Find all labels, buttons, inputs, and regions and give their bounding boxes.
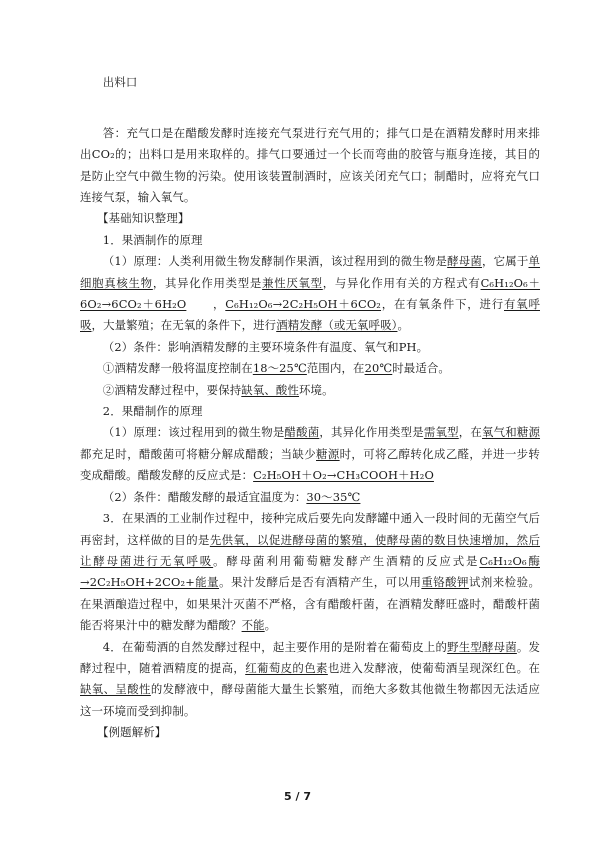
- s1-title-text: 1．果酒制作的原理: [102, 232, 203, 247]
- answer-blank: 30～35℃: [306, 489, 361, 504]
- text-run: 范围内，在: [306, 361, 365, 376]
- spacer: [80, 93, 540, 114]
- text-run: 。果汁发酵后是否有酒精产生，可以用: [219, 575, 422, 590]
- text-run: 都充足时，醋酸菌可将糖分解成醋酸；当缺少: [80, 446, 317, 461]
- text-run: ，在: [458, 425, 482, 440]
- example-title-text: 【例题解析】: [97, 725, 167, 740]
- text-run: ，大量繁殖；在无氧的条件下，进行: [91, 318, 277, 333]
- text-run: 。: [264, 618, 277, 633]
- s2-title: [80, 401, 540, 422]
- answer-blank: 不能: [241, 618, 265, 633]
- text-run: （2）条件：影响酒精发酵的主要环境条件有温度、氧气和PH。: [102, 339, 429, 354]
- text-run: ，在有氧条件下，进行: [381, 297, 504, 312]
- answer-blank: 有氧呼吸: [80, 297, 540, 333]
- answer-blank: 糖源: [316, 446, 340, 461]
- text-run: ，其异化作用类型是: [152, 275, 263, 290]
- answer-blank: 红葡萄皮的色素: [245, 660, 328, 675]
- s1-environment: [80, 380, 540, 401]
- page-number: [0, 790, 595, 803]
- answer-blank: 野生型酵母菌: [447, 639, 517, 654]
- text-run: 4．在葡萄酒的自然发酵过程中，起主要作用的是附着在葡萄皮上的: [102, 639, 448, 654]
- text-run: （1）原理：该过程用到的微生物是: [102, 425, 285, 440]
- text-run: 。发酵过程中，随着酒精度的提高，: [80, 639, 541, 675]
- answer-blank: 20℃: [364, 361, 393, 376]
- answer-blank: 单细胞真核生物: [80, 254, 541, 290]
- text-run: ②酒精发酵过程中，要保持: [102, 382, 242, 397]
- answer-blank: 重铬酸钾: [421, 575, 469, 590]
- s1-title: [80, 230, 540, 251]
- text-run: ①酒精发酵一般将温度控制在: [102, 361, 253, 376]
- answer-blank: 缺氧、呈酸性: [80, 682, 151, 697]
- section-title-text: 【基础知识整理】: [97, 211, 190, 226]
- answer-blank: 兼性厌氧型: [262, 275, 323, 290]
- outlet-label-text: 出料口: [102, 75, 138, 89]
- spacer: [80, 115, 540, 123]
- example-title: [80, 722, 540, 743]
- answer-blank: 需氧型: [423, 425, 459, 440]
- answer-blank: C₆H₁₂O₆酶→2C₂H₅OH+2CO₂+能量: [80, 553, 540, 590]
- answer-blank: 醋酸菌: [284, 425, 320, 440]
- text-run: ，与异化作用有关的方程式有: [322, 275, 481, 290]
- page-number-text: 5 / 7: [284, 790, 311, 803]
- answer-blank: 缺氧、酸性: [241, 382, 300, 397]
- text-run: （2）条件：醋酸发酵的最适宜温度为：: [102, 489, 307, 504]
- text-run: 时，可将乙醇转化成乙醛，并进一步转变成醋酸。醋酸发酵的反应式是：: [80, 446, 540, 483]
- text-run: 试剂来检验。在果酒酿造过程中，如果果汁灭菌不严格，含有醋酸杆菌，在酒精发酵旺盛时，醋酸杆菌能否将果汁中的糖发酵为醋酸？: [80, 575, 541, 633]
- answer-blank: 18～25℃: [252, 361, 307, 376]
- answer-blank: C₆H₁₂O₆→2C₂H₅OH＋6CO₂: [225, 297, 382, 312]
- text-run: 。: [397, 318, 409, 333]
- text-run: 环境。: [299, 382, 334, 397]
- s3-paragraph: [80, 508, 540, 636]
- answer-blank: 氧气和糖源: [482, 425, 541, 440]
- answer-blank: 酒精发酵（或无氧呼吸）: [276, 318, 398, 333]
- answer-text: 充气口是在醋酸发酵时连接充气泵进行充气用的；排气口是在酒精发酵时用来排出CO₂的；出料口是用来取样的。排气口要通过一个长而弯曲的胶管与瓶身连接，其目的是防止空气中微生物的污染。使用该装置制酒时，应该关闭充气口；制醋时，应将充气口连接气泵，输入氧气。: [80, 125, 540, 205]
- answer-blank: C₆H₁₂O₆＋6O₂→6CO₂＋6H₂O: [80, 275, 541, 312]
- s2-conditions: [80, 487, 540, 508]
- section-title: [80, 208, 540, 229]
- page-content: [80, 72, 540, 744]
- text-run: （1）原理：人类利用微生物发酵制作果酒，该过程用到的微生物是: [102, 254, 448, 269]
- text-run: ，: [212, 297, 226, 312]
- s1-principle: [80, 251, 540, 337]
- text-run: ，其异化作用类型是: [319, 425, 424, 440]
- text-run: 。酵母菌利用葡萄糖发酵产生酒精的反应式是: [213, 553, 480, 568]
- s4-paragraph: [80, 637, 540, 723]
- text-run: 的发酵液中，酵母菌能大量生长繁殖，而绝大多数其他微生物都因无法适应这一环境而受到抑制。: [80, 682, 540, 718]
- s2-principle: [80, 422, 540, 486]
- text-run: ，它属于: [482, 254, 529, 269]
- s2-title-text: 2．果醋制作的原理: [102, 404, 203, 419]
- outlet-label: [80, 72, 540, 93]
- text-run: 3．在果酒的工业制作过程中，接种完成后要先向发酵罐中通入一段时间的无菌空气后再密封，这样做的目的是: [80, 511, 540, 547]
- answer-blank: 酵母菌: [447, 254, 482, 269]
- answer-blank: C₂H₅OH＋O₂→CH₃COOH＋H₂O: [253, 468, 434, 483]
- answer-paragraph: [80, 123, 540, 209]
- answer-blank: 先供氧，以促进酵母菌的繁殖，使酵母菌的数目快速增加，然后让酵母菌进行无氧呼吸: [80, 532, 541, 568]
- text-run: 也进入发酵液，使葡萄酒呈现深红色。在: [327, 660, 540, 675]
- text-run: 时最适合。: [392, 361, 450, 376]
- answer-label: 答：: [102, 125, 127, 140]
- s1-temperature: [80, 358, 540, 379]
- s1-conditions: [80, 337, 540, 358]
